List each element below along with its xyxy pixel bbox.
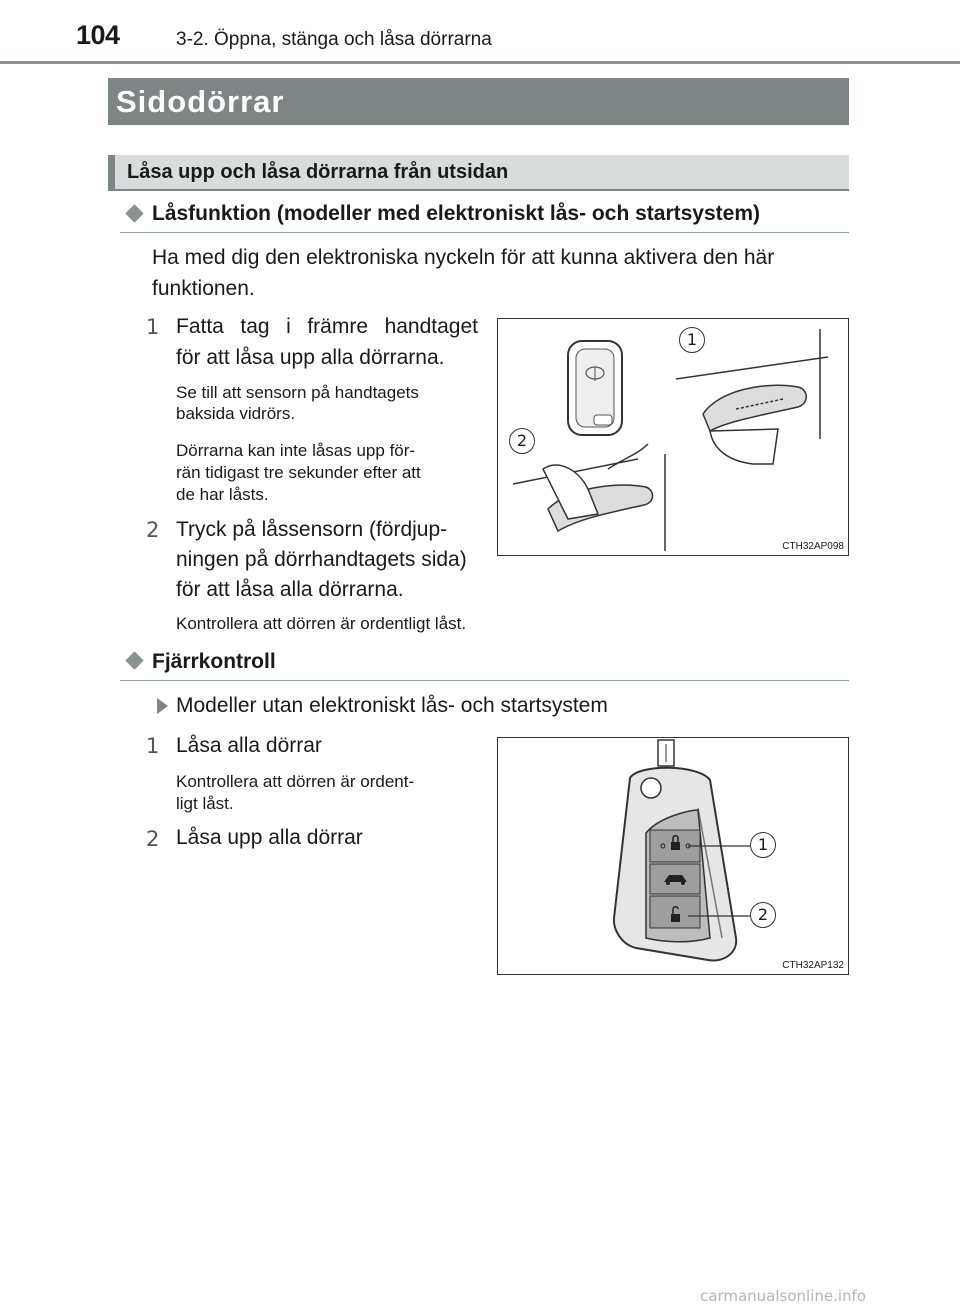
triangle-bullet-icon: [157, 698, 168, 714]
step-1-note-2-line-2: rän tidigast tre sekunder efter att: [176, 463, 421, 482]
step-1-line-2: för att låsa upp alla dörrarna.: [176, 346, 445, 369]
door-handle-illustration: [498, 319, 850, 557]
remote-step-1-note-line-1: Kontrollera att dörren är ordent-: [176, 772, 415, 791]
header-rule: [0, 61, 960, 64]
figure-code: CTH32AP132: [782, 960, 844, 971]
diamond-bullet-icon: [125, 204, 143, 222]
intro-line-1: Ha med dig den elektroniska nyckeln för att kunna aktivera den här: [152, 246, 775, 269]
callout-1: 1: [750, 832, 776, 858]
remote-key-illustration: [498, 738, 850, 976]
heading-rule: [120, 232, 849, 233]
subsection-bar: [108, 155, 115, 191]
step-2-line-1: Tryck på låssensorn (fördjup-: [176, 518, 448, 541]
remote-step-1-text: Låsa alla dörrar: [176, 734, 322, 757]
step-1-line-1: Fatta tag i främre handtaget: [176, 315, 478, 338]
running-head: 3-2. Öppna, stänga och låsa dörrarna: [176, 29, 492, 50]
heading-rule: [120, 680, 849, 681]
remote-step-2-text: Låsa upp alla dörrar: [176, 826, 363, 849]
callout-2: 2: [750, 902, 776, 928]
step-1-note-1-line-1: Se till att sensorn på handtagets: [176, 383, 419, 402]
step-1-note-1-line-2: baksida vidrörs.: [176, 404, 296, 423]
callout-1: 1: [679, 327, 705, 353]
remote-heading: Fjärrkontroll: [152, 650, 276, 673]
intro-line-2: funktionen.: [152, 277, 255, 300]
subsection-title: Låsa upp och låsa dörrarna från utsidan: [127, 161, 509, 183]
lock-function-heading: Låsfunktion (modeller med elektroniskt lås- och startsystem): [152, 202, 760, 225]
step-2-line-3: för att låsa alla dörrarna.: [176, 578, 404, 601]
remote-key-figure: [497, 737, 849, 975]
diamond-bullet-icon: [125, 651, 143, 669]
step-1-number: 1: [146, 315, 160, 339]
step-2-number: 2: [146, 518, 160, 542]
remote-step-2-number: 2: [146, 827, 160, 851]
figure-code: CTH32AP098: [782, 541, 844, 552]
step-2-line-2: ningen på dörrhandtagets sida): [176, 548, 467, 571]
watermark: carmanualsonline.info: [700, 1287, 866, 1305]
remote-step-1-number: 1: [146, 734, 160, 758]
step-1-note-2-line-1: Dörrarna kan inte låsas upp för-: [176, 441, 416, 460]
door-handle-figure: [497, 318, 849, 556]
step-2-note: Kontrollera att dörren är ordentligt låst.: [176, 614, 467, 633]
page-number: 104: [76, 20, 120, 50]
remote-model-line: Modeller utan elektroniskt lås- och startsystem: [176, 694, 608, 717]
step-1-note-2-line-3: de har låsts.: [176, 485, 269, 504]
section-title: Sidodörrar: [116, 84, 285, 119]
callout-2: 2: [509, 428, 535, 454]
remote-step-1-note-line-2: ligt låst.: [176, 794, 234, 813]
